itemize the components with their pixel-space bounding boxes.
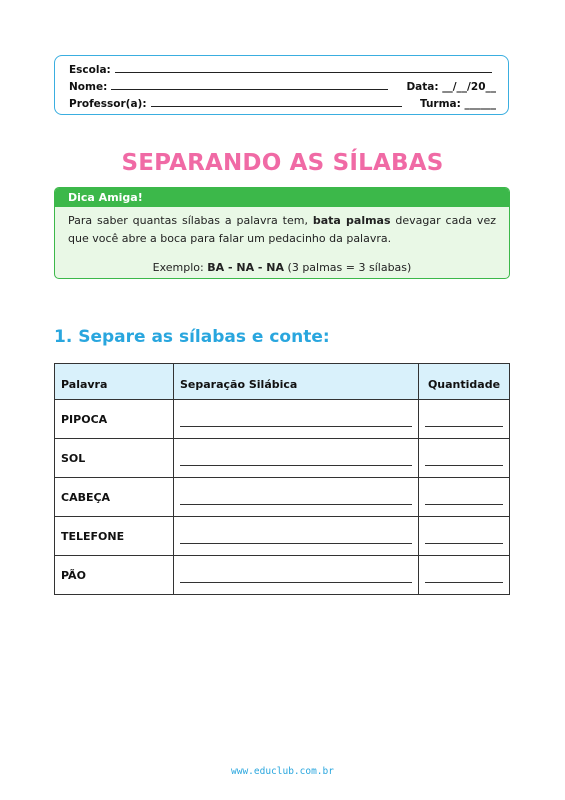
name-label: Nome: — [69, 81, 108, 93]
separation-cell[interactable] — [174, 439, 419, 478]
question-title: 1. Separe as sílabas e conte: — [54, 327, 330, 347]
page-title: SEPARANDO AS SÍLABAS — [121, 150, 444, 176]
quantity-cell[interactable] — [419, 517, 510, 556]
quantity-cell[interactable] — [419, 478, 510, 517]
syllable-table — [54, 363, 510, 595]
separation-answer-line[interactable] — [180, 453, 412, 466]
quantity-cell[interactable] — [419, 400, 510, 439]
teacher-row — [69, 94, 496, 110]
separation-answer-line[interactable] — [180, 492, 412, 505]
tip-text-bold: bata palmas — [312, 214, 391, 227]
school-input-line[interactable] — [115, 71, 492, 73]
footer-url[interactable]: www.educlub.com.br — [231, 766, 334, 777]
header-separation: Separação Silábica — [174, 364, 419, 400]
quantity-answer-line[interactable] — [425, 531, 503, 544]
separation-answer-line[interactable] — [180, 414, 412, 427]
teacher-input-line[interactable] — [151, 105, 402, 107]
table-row — [55, 517, 510, 556]
quantity-cell[interactable] — [419, 439, 510, 478]
quantity-answer-line[interactable] — [425, 414, 503, 427]
separation-cell[interactable] — [174, 517, 419, 556]
table-row — [55, 556, 510, 595]
tip-text-before: Para saber quantas sílabas a palavra tem, — [68, 214, 313, 227]
tip-example — [68, 259, 496, 277]
word-cell: CABEÇA — [55, 478, 174, 517]
table-row — [55, 478, 510, 517]
quantity-cell[interactable] — [419, 556, 510, 595]
table-row — [55, 400, 510, 439]
word-cell: SOL — [55, 439, 174, 478]
student-info-box — [54, 55, 509, 115]
quantity-answer-line[interactable] — [425, 492, 503, 505]
header-word: Palavra — [55, 364, 174, 400]
separation-cell[interactable] — [174, 400, 419, 439]
class-label[interactable]: Turma: ______ — [419, 98, 496, 110]
quantity-answer-line[interactable] — [425, 570, 503, 583]
word-cell: PÃO — [55, 556, 174, 595]
name-row — [69, 77, 496, 93]
teacher-label: Professor(a): — [69, 98, 147, 110]
quantity-answer-line[interactable] — [425, 453, 503, 466]
name-input-line[interactable] — [111, 88, 388, 90]
date-label[interactable]: Data: __/__/20__ — [406, 81, 496, 93]
tip-text — [55, 207, 509, 277]
tip-text-after: devagar cada vez que você abre a boca para falar um pedacinho da palavra. — [68, 214, 496, 245]
tip-example-prefix: Exemplo: — [152, 261, 208, 274]
school-label: Escola: — [69, 64, 111, 76]
word-cell: TELEFONE — [55, 517, 174, 556]
school-row — [69, 60, 496, 76]
tip-box — [54, 187, 510, 279]
tip-example-bold: BA - NA - NA — [207, 261, 285, 274]
table-header-row — [55, 364, 510, 400]
tip-heading: Dica Amiga! — [55, 188, 509, 207]
word-cell: PIPOCA — [55, 400, 174, 439]
separation-answer-line[interactable] — [180, 531, 412, 544]
separation-cell[interactable] — [174, 478, 419, 517]
tip-example-suffix: (3 palmas = 3 sílabas) — [284, 261, 412, 274]
table-row — [55, 439, 510, 478]
header-quantity: Quantidade — [419, 364, 510, 400]
separation-answer-line[interactable] — [180, 570, 412, 583]
separation-cell[interactable] — [174, 556, 419, 595]
